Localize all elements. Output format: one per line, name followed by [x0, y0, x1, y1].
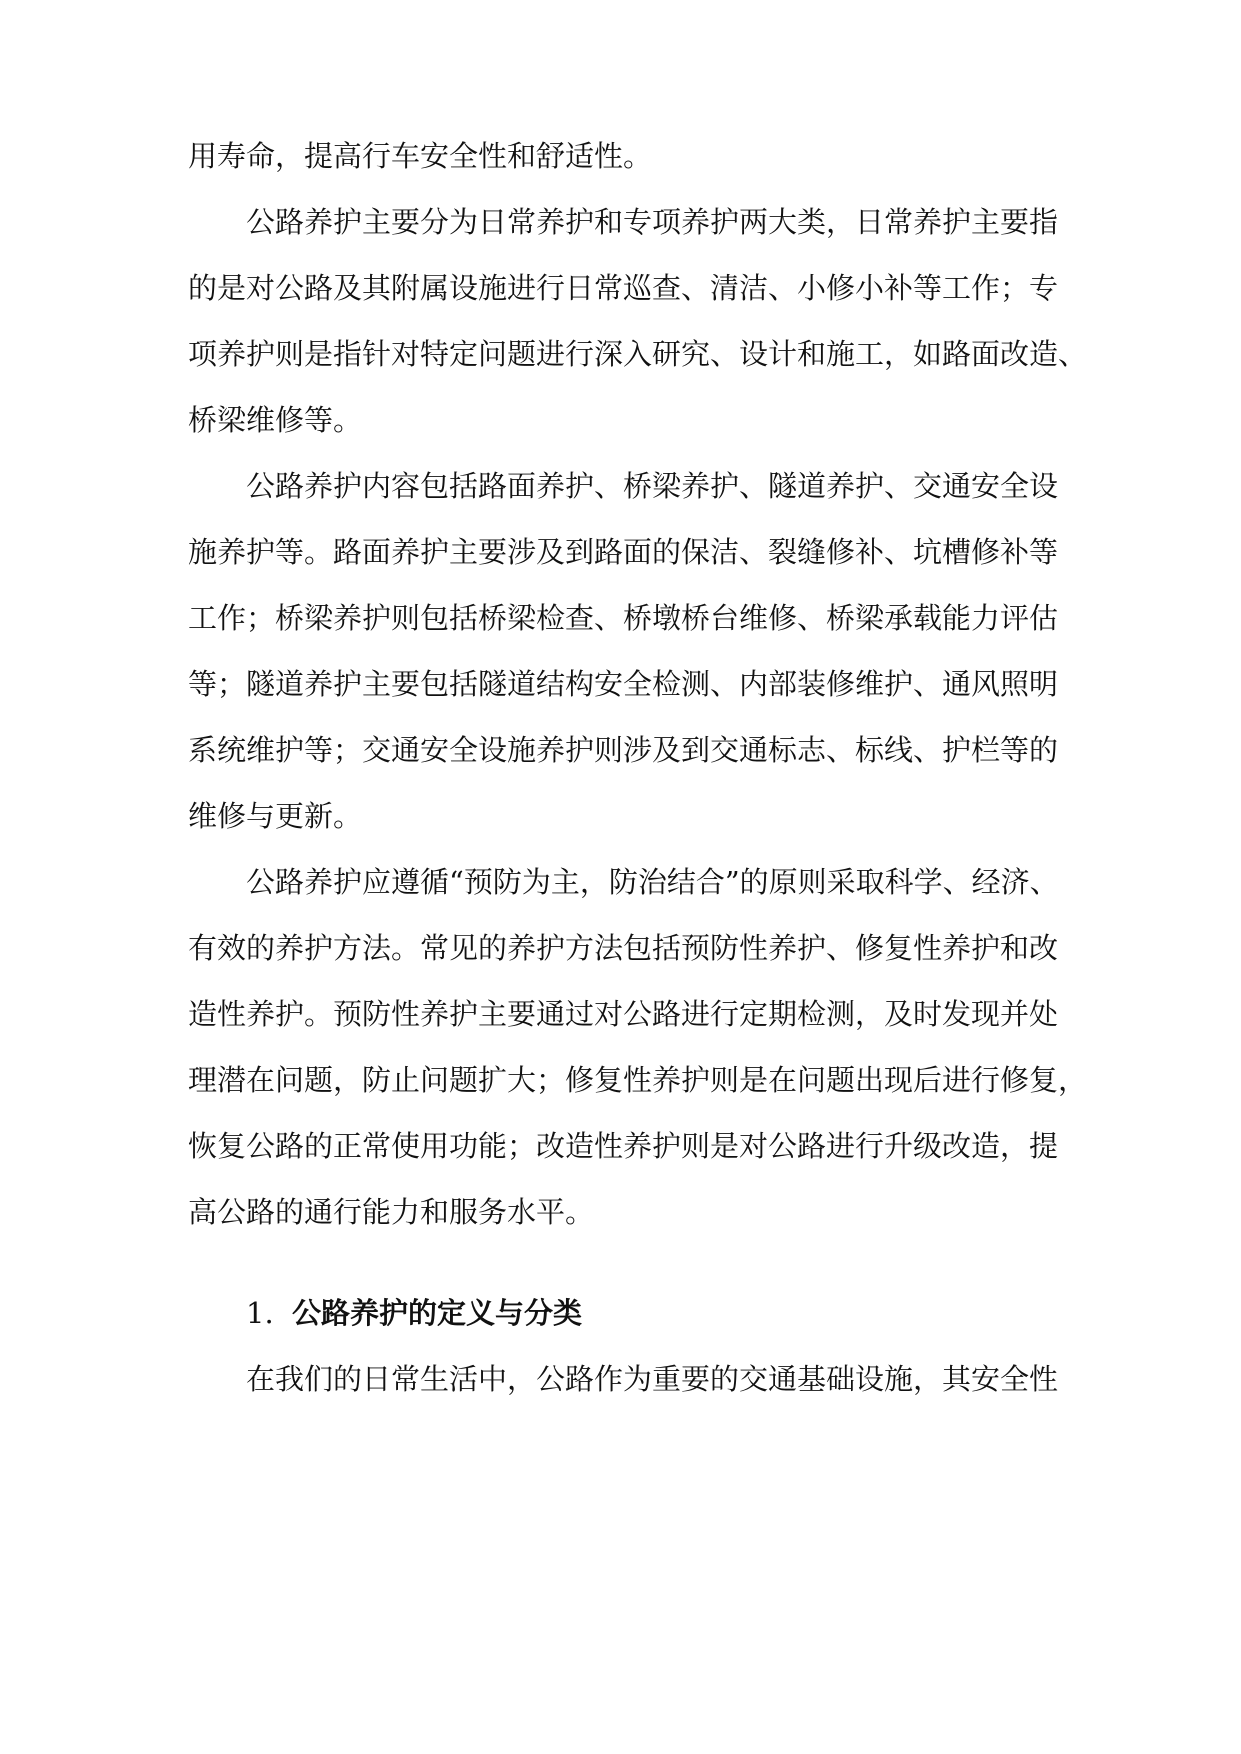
text-line: 工作；桥梁养护则包括桥梁检查、桥墩桥台维修、桥梁承载能力评估 [188, 601, 1059, 635]
text-line: 用寿命，提高行车安全性和舒适性。 [188, 139, 653, 173]
text-line: 造性养护。预防性养护主要通过对公路进行定期检测，及时发现并处 [188, 997, 1059, 1031]
paragraph-first-line: 在我们的日常生活中，公路作为重要的交通基础设施，其安全性 [246, 1362, 1059, 1396]
section-heading-title: 公路养护的定义与分类 [292, 1296, 583, 1330]
text-line: 维修与更新。 [188, 799, 363, 833]
text-line: 项养护则是指针对特定问题进行深入研究、设计和施工，如路面改造、 [188, 337, 1088, 371]
section-heading [246, 1293, 582, 1333]
text-line: 等；隧道养护主要包括隧道结构安全检测、内部装修维护、通风照明 [188, 667, 1059, 701]
paragraph-first-line: 公路养护应遵循“预防为主，防治结合”的原则采取科学、经济、 [246, 865, 1059, 899]
text-line: 桥梁维修等。 [188, 403, 363, 437]
text-line: 高公路的通行能力和服务水平。 [188, 1195, 595, 1229]
text-line: 理潜在问题，防止问题扩大；修复性养护则是在问题出现后进行修复， [188, 1063, 1088, 1097]
text-line: 有效的养护方法。常见的养护方法包括预防性养护、修复性养护和改 [188, 931, 1059, 965]
text-line: 恢复公路的正常使用功能；改造性养护则是对公路进行升级改造，提 [188, 1129, 1059, 1163]
section-heading-number: 1. [246, 1296, 274, 1330]
paragraph-first-line: 公路养护主要分为日常养护和专项养护两大类，日常养护主要指 [246, 205, 1059, 239]
text-line: 系统维护等；交通安全设施养护则涉及到交通标志、标线、护栏等的 [188, 733, 1059, 767]
text-line: 的是对公路及其附属设施进行日常巡查、清洁、小修小补等工作；专 [188, 271, 1059, 305]
paragraph-first-line: 公路养护内容包括路面养护、桥梁养护、隧道养护、交通安全设 [246, 469, 1059, 503]
text-line: 施养护等。路面养护主要涉及到路面的保洁、裂缝修补、坑槽修补等 [188, 535, 1059, 569]
